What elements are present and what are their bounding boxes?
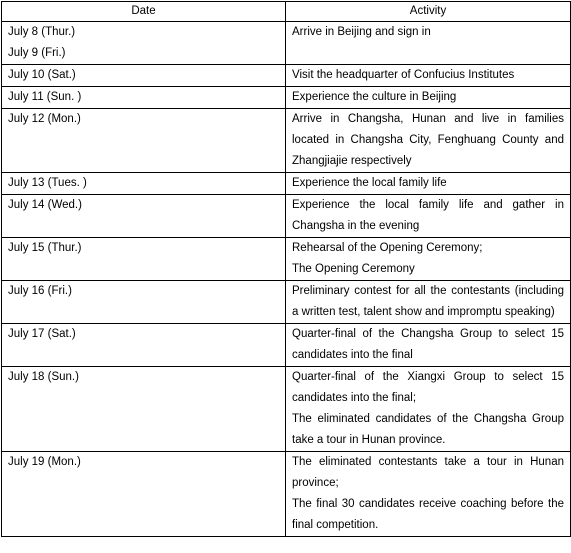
date-text: July 16 (Fri.) — [8, 285, 72, 297]
date-cell — [2, 65, 286, 87]
date-cell — [2, 281, 286, 324]
date-cell — [2, 324, 286, 367]
activity-cell — [286, 238, 571, 281]
table-row — [2, 173, 571, 195]
activity-text: Arrive in Beijing and sign in — [292, 26, 431, 38]
date-text: July 13 (Tues. ) — [8, 177, 87, 189]
date-text: July 8 (Thur.) — [8, 26, 76, 38]
date-cell — [2, 195, 286, 238]
date-text: July 19 (Mon.) — [8, 456, 81, 468]
activity-text: Quarter-final of the Xiangxi Group to select 15 candidates into the final; — [292, 371, 564, 404]
date-text: July 14 (Wed.) — [8, 199, 82, 211]
activity-text: Experience the local family life — [292, 177, 447, 189]
table-row — [2, 22, 571, 65]
activity-cell — [286, 65, 571, 87]
activity-cell — [286, 87, 571, 109]
activity-cell — [286, 109, 571, 173]
date-text: July 10 (Sat.) — [8, 69, 76, 81]
table-row — [2, 452, 571, 537]
table-body — [2, 22, 571, 537]
activity-cell — [286, 173, 571, 195]
date-text: July 9 (Fri.) — [8, 47, 66, 59]
header-row — [2, 2, 571, 22]
table-row — [2, 281, 571, 324]
date-cell — [2, 452, 286, 537]
date-cell — [2, 173, 286, 195]
column-header-date: Date — [2, 2, 286, 22]
activity-text: Experience the culture in Beijing — [292, 91, 457, 103]
table-row — [2, 324, 571, 367]
activity-text: Quarter-final of the Changsha Group to select 15 candidates into the final — [292, 328, 564, 361]
activity-cell — [286, 22, 571, 65]
activity-text: The final 30 candidates receive coaching before the final competition. — [292, 498, 564, 531]
table-row — [2, 65, 571, 87]
date-cell — [2, 87, 286, 109]
table-row — [2, 109, 571, 173]
activity-text: Experience the local family life and gather in Changsha in the evening — [292, 199, 564, 232]
activity-cell — [286, 452, 571, 537]
activity-text: The eliminated contestants take a tour in Hunan province; — [292, 456, 564, 489]
activity-text: Preliminary contest for all the contestants (including a written test, talent show and impromptu speaking) — [292, 285, 564, 318]
activity-text: Arrive in Changsha, Hunan and live in families located in Changsha City, Fenghuang County and Zhangjiajie respectively — [292, 113, 564, 167]
activity-cell — [286, 281, 571, 324]
date-cell — [2, 22, 286, 65]
date-cell — [2, 367, 286, 452]
date-text: July 15 (Thur.) — [8, 242, 82, 254]
activity-cell — [286, 324, 571, 367]
activity-text: The eliminated candidates of the Changsha Group take a tour in Hunan province. — [292, 413, 564, 446]
schedule-table — [1, 1, 571, 537]
activity-text: Visit the headquarter of Confucius Institutes — [292, 69, 515, 81]
table-header — [2, 2, 571, 22]
date-text: July 17 (Sat.) — [8, 328, 76, 340]
table-row — [2, 367, 571, 452]
column-header-activity: Activity — [286, 2, 571, 22]
activity-cell — [286, 367, 571, 452]
activity-text: Rehearsal of the Opening Ceremony; — [292, 242, 483, 254]
activity-text: The Opening Ceremony — [292, 263, 415, 275]
date-text: July 12 (Mon.) — [8, 113, 81, 125]
table-row — [2, 195, 571, 238]
date-cell — [2, 238, 286, 281]
table-row — [2, 87, 571, 109]
date-text: July 18 (Sun.) — [8, 371, 79, 383]
table-row — [2, 238, 571, 281]
date-text: July 11 (Sun. ) — [8, 91, 82, 103]
activity-cell — [286, 195, 571, 238]
date-cell — [2, 109, 286, 173]
